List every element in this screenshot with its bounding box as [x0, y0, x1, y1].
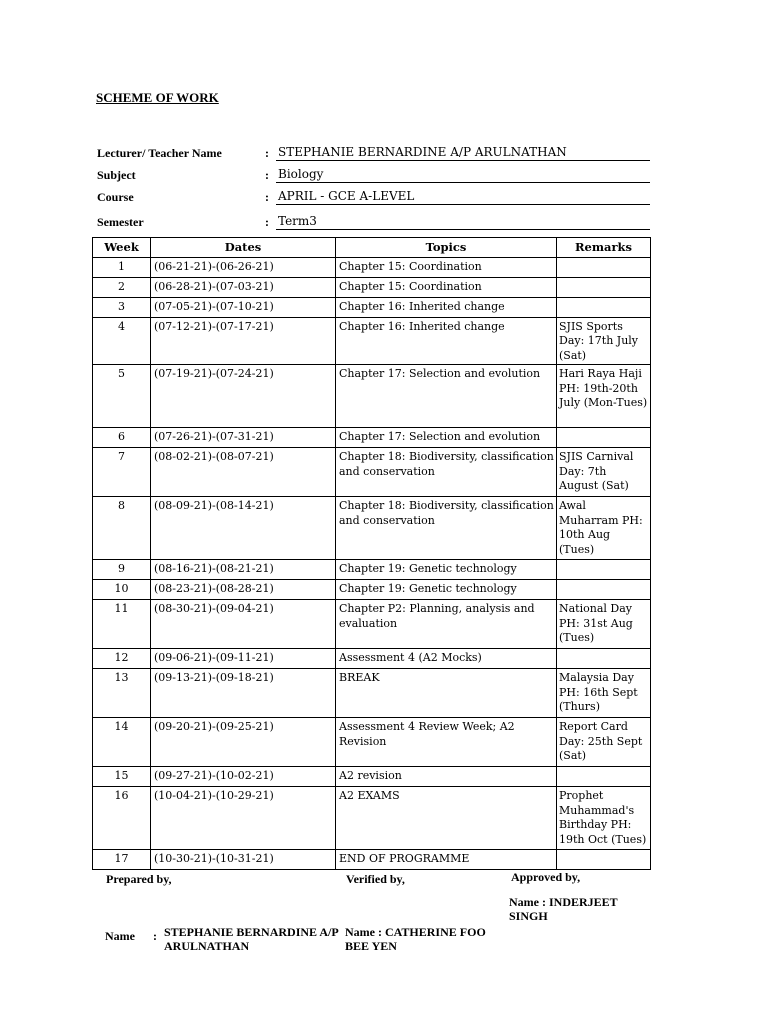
topic-cell: Chapter 18: Biodiversity, classification and conservation [336, 497, 557, 560]
dates-cell: (06-21-21)-(06-26-21) [151, 257, 336, 277]
course-colon: : [265, 190, 269, 204]
table-row [93, 600, 651, 649]
verified-by-label: Verified by, [346, 872, 405, 886]
topic-cell: Chapter 16: Inherited change [336, 297, 557, 317]
week-cell: 2 [93, 277, 151, 297]
table-row [93, 580, 651, 600]
remarks-cell [557, 257, 651, 277]
table-row [93, 448, 651, 497]
table-row [93, 649, 651, 669]
remarks-cell: National Day PH: 31st Aug (Tues) [557, 600, 651, 649]
header-week: Week [93, 238, 151, 258]
remarks-cell [557, 767, 651, 787]
dates-cell: (09-27-21)-(10-02-21) [151, 767, 336, 787]
remarks-cell [557, 649, 651, 669]
week-cell: 14 [93, 718, 151, 767]
week-cell: 4 [93, 317, 151, 365]
topic-cell: Assessment 4 Review Week; A2 Revision [336, 718, 557, 767]
course-value: APRIL - GCE A-LEVEL [276, 189, 650, 205]
topic-cell: A2 revision [336, 767, 557, 787]
table-row [93, 787, 651, 850]
topic-cell: END OF PROGRAMME [336, 850, 557, 870]
subject-value: Biology [276, 167, 650, 183]
week-cell: 11 [93, 600, 151, 649]
remarks-cell: Awal Muharram PH: 10th Aug (Tues) [557, 497, 651, 560]
topic-cell: Chapter P2: Planning, analysis and evaluation [336, 600, 557, 649]
dates-cell: (09-20-21)-(09-25-21) [151, 718, 336, 767]
table-row [93, 497, 651, 560]
dates-cell: (10-04-21)-(10-29-21) [151, 787, 336, 850]
topic-cell: Chapter 16: Inherited change [336, 317, 557, 365]
topic-cell: A2 EXAMS [336, 787, 557, 850]
week-cell: 12 [93, 649, 151, 669]
remarks-cell [557, 277, 651, 297]
remarks-cell: SJIS Sports Day: 17th July (Sat) [557, 317, 651, 365]
approved-by-name: Name : INDERJEET SINGH [509, 895, 618, 923]
name-label: Name [105, 929, 135, 943]
topic-cell: Chapter 17: Selection and evolution [336, 428, 557, 448]
approved-by-label: Approved by, [511, 870, 581, 884]
week-cell: 16 [93, 787, 151, 850]
week-cell: 5 [93, 365, 151, 428]
dates-cell: (07-19-21)-(07-24-21) [151, 365, 336, 428]
dates-cell: (07-26-21)-(07-31-21) [151, 428, 336, 448]
table-row [93, 850, 651, 870]
table-row [93, 767, 651, 787]
table-row [93, 669, 651, 718]
dates-cell: (06-28-21)-(07-03-21) [151, 277, 336, 297]
verified-by-name: Name : CATHERINE FOO BEE YEN [345, 925, 486, 953]
header-topics: Topics [336, 238, 557, 258]
table-row [93, 560, 651, 580]
dates-cell: (10-30-21)-(10-31-21) [151, 850, 336, 870]
week-cell: 9 [93, 560, 151, 580]
week-cell: 6 [93, 428, 151, 448]
topic-cell: Chapter 19: Genetic technology [336, 560, 557, 580]
table-header-row [93, 238, 651, 258]
remarks-cell: Report Card Day: 25th Sept (Sat) [557, 718, 651, 767]
teacher-label: Lecturer/ Teacher Name [97, 146, 222, 160]
dates-cell: (08-30-21)-(09-04-21) [151, 600, 336, 649]
week-cell: 17 [93, 850, 151, 870]
remarks-cell: SJIS Carnival Day: 7th August (Sat) [557, 448, 651, 497]
page-title: SCHEME OF WORK [96, 90, 219, 105]
table-row [93, 297, 651, 317]
topic-cell: BREAK [336, 669, 557, 718]
topic-cell: Chapter 18: Biodiversity, classification and conservation [336, 448, 557, 497]
table-row [93, 257, 651, 277]
remarks-cell: Hari Raya Haji PH: 19th-20th July (Mon-Tues) [557, 365, 651, 428]
table-row [93, 365, 651, 428]
prepared-by-label: Prepared by, [106, 872, 172, 886]
teacher-value: STEPHANIE BERNARDINE A/P ARULNATHAN [276, 145, 650, 161]
semester-value: Term3 [276, 214, 650, 230]
dates-cell: (08-23-21)-(08-28-21) [151, 580, 336, 600]
topic-cell: Chapter 15: Coordination [336, 277, 557, 297]
table-row [93, 277, 651, 297]
remarks-cell [557, 297, 651, 317]
week-cell: 10 [93, 580, 151, 600]
dates-cell: (07-05-21)-(07-10-21) [151, 297, 336, 317]
topic-cell: Assessment 4 (A2 Mocks) [336, 649, 557, 669]
week-cell: 1 [93, 257, 151, 277]
prepared-by-name: STEPHANIE BERNARDINE A/P ARULNATHAN [164, 925, 339, 953]
dates-cell: (08-09-21)-(08-14-21) [151, 497, 336, 560]
subject-label: Subject [97, 168, 136, 182]
dates-cell: (07-12-21)-(07-17-21) [151, 317, 336, 365]
remarks-cell [557, 560, 651, 580]
semester-colon: : [265, 215, 269, 229]
header-remarks: Remarks [557, 238, 651, 258]
topic-cell: Chapter 19: Genetic technology [336, 580, 557, 600]
teacher-colon: : [265, 146, 269, 160]
week-cell: 15 [93, 767, 151, 787]
week-cell: 3 [93, 297, 151, 317]
dates-cell: (09-13-21)-(09-18-21) [151, 669, 336, 718]
header-dates: Dates [151, 238, 336, 258]
schedule-table [92, 237, 651, 870]
table-row [93, 428, 651, 448]
topic-cell: Chapter 17: Selection and evolution [336, 365, 557, 428]
remarks-cell: Prophet Muhammad's Birthday PH: 19th Oct (Tues) [557, 787, 651, 850]
course-label: Course [97, 190, 134, 204]
remarks-cell [557, 428, 651, 448]
table-row [93, 317, 651, 365]
semester-label: Semester [97, 215, 144, 229]
week-cell: 8 [93, 497, 151, 560]
name-colon: : [153, 929, 157, 943]
dates-cell: (08-02-21)-(08-07-21) [151, 448, 336, 497]
dates-cell: (09-06-21)-(09-11-21) [151, 649, 336, 669]
topic-cell: Chapter 15: Coordination [336, 257, 557, 277]
week-cell: 7 [93, 448, 151, 497]
subject-colon: : [265, 168, 269, 182]
remarks-cell [557, 850, 651, 870]
remarks-cell [557, 580, 651, 600]
table-row [93, 718, 651, 767]
dates-cell: (08-16-21)-(08-21-21) [151, 560, 336, 580]
week-cell: 13 [93, 669, 151, 718]
remarks-cell: Malaysia Day PH: 16th Sept (Thurs) [557, 669, 651, 718]
